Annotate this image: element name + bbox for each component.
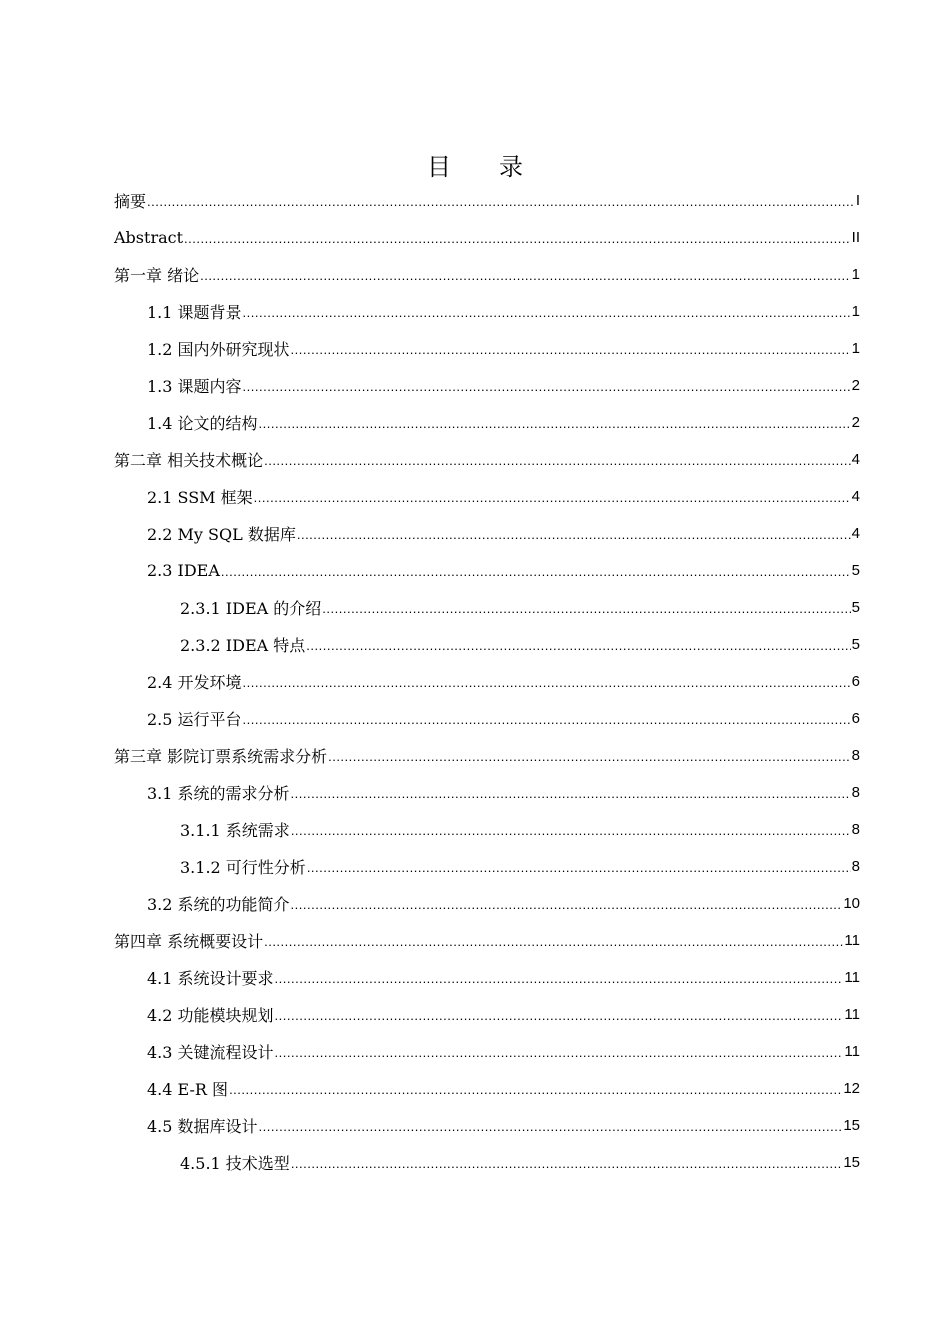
toc-page-number: 5 xyxy=(851,562,860,579)
toc-dot-leader xyxy=(254,488,851,506)
toc-entry-title: 2.3.2 IDEA 特点 xyxy=(180,636,306,655)
toc-entry-title: 3.1 系统的需求分析 xyxy=(147,784,290,803)
toc-entry-title: 摘要 xyxy=(114,192,147,211)
toc-page-number: 6 xyxy=(851,673,860,690)
toc-dot-leader xyxy=(221,562,851,580)
toc-title-char-2: 录 xyxy=(499,153,523,181)
toc-entry[interactable] xyxy=(114,367,860,404)
table-of-contents xyxy=(114,182,860,1181)
toc-dot-leader xyxy=(275,1043,844,1061)
toc-entry-title: 2.5 运行平台 xyxy=(147,710,242,729)
toc-entry-title: 2.1 SSM 框架 xyxy=(147,488,253,507)
toc-page-number: 4 xyxy=(851,451,860,468)
toc-entry[interactable] xyxy=(114,404,860,441)
toc-entry[interactable] xyxy=(114,256,860,293)
toc-entry-title: 2.3.1 IDEA 的介绍 xyxy=(180,599,322,618)
toc-dot-leader xyxy=(259,414,851,432)
toc-entry[interactable] xyxy=(114,1144,860,1181)
toc-page-number: II xyxy=(851,229,860,246)
toc-entry-title: 4.5 数据库设计 xyxy=(147,1117,258,1136)
toc-dot-leader xyxy=(243,710,851,728)
toc-page-number: 11 xyxy=(844,969,860,986)
toc-entry[interactable] xyxy=(114,219,860,256)
toc-page-number: 8 xyxy=(851,858,860,875)
toc-page-number: 6 xyxy=(851,710,860,727)
toc-dot-leader xyxy=(291,1154,843,1172)
toc-dot-leader xyxy=(275,969,844,987)
toc-page-number: 12 xyxy=(843,1080,860,1097)
toc-entry[interactable] xyxy=(114,626,860,663)
toc-entry-title: 2.4 开发环境 xyxy=(147,673,242,692)
toc-page-number: I xyxy=(855,192,860,209)
toc-dot-leader xyxy=(291,340,851,358)
toc-entry[interactable] xyxy=(114,478,860,515)
toc-entry[interactable] xyxy=(114,330,860,367)
toc-entry-title: 2.2 My SQL 数据库 xyxy=(147,525,296,544)
toc-dot-leader xyxy=(275,1006,844,1024)
toc-dot-leader xyxy=(307,858,851,876)
toc-dot-leader xyxy=(291,821,851,839)
toc-page-number: 4 xyxy=(851,488,860,505)
toc-entry[interactable] xyxy=(114,182,860,219)
toc-entry-title: 1.3 课题内容 xyxy=(147,377,242,396)
toc-page-number: 5 xyxy=(851,636,860,653)
toc-entry-title: 4.3 关键流程设计 xyxy=(147,1043,274,1062)
toc-entry[interactable] xyxy=(114,1107,860,1144)
toc-page-number: 1 xyxy=(851,266,860,283)
toc-dot-leader xyxy=(259,1117,843,1135)
toc-entry-title: 第二章 相关技术概论 xyxy=(114,451,264,470)
toc-page-number: 1 xyxy=(851,303,860,320)
toc-entry-title: 第四章 系统概要设计 xyxy=(114,932,264,951)
toc-entry[interactable] xyxy=(114,293,860,330)
toc-entry-title: 第一章 绪论 xyxy=(114,266,200,285)
toc-entry[interactable] xyxy=(114,552,860,589)
toc-dot-leader xyxy=(229,1080,842,1098)
toc-entry[interactable] xyxy=(114,848,860,885)
toc-entry-title: 1.4 论文的结构 xyxy=(147,414,258,433)
toc-entry[interactable] xyxy=(114,700,860,737)
toc-entry-title: Abstract xyxy=(114,228,184,247)
toc-page-number: 11 xyxy=(844,1043,860,1060)
toc-dot-leader xyxy=(291,784,851,802)
toc-entry[interactable] xyxy=(114,885,860,922)
toc-entry-title: 1.1 课题背景 xyxy=(147,303,242,322)
toc-page-number: 1 xyxy=(851,340,860,357)
toc-entry[interactable] xyxy=(114,1070,860,1107)
toc-entry-title: 4.1 系统设计要求 xyxy=(147,969,274,988)
toc-page-number: 2 xyxy=(851,377,860,394)
toc-dot-leader xyxy=(291,895,843,913)
toc-entry[interactable] xyxy=(114,959,860,996)
toc-entry[interactable] xyxy=(114,774,860,811)
toc-entry-title: 3.1.1 系统需求 xyxy=(180,821,290,840)
toc-entry[interactable] xyxy=(114,1033,860,1070)
toc-entry[interactable] xyxy=(114,737,860,774)
toc-dot-leader xyxy=(328,747,851,765)
toc-entry-title: 3.2 系统的功能简介 xyxy=(147,895,290,914)
toc-title xyxy=(0,147,950,182)
toc-entry[interactable] xyxy=(114,996,860,1033)
toc-dot-leader xyxy=(147,192,855,210)
toc-page-number: 8 xyxy=(851,821,860,838)
toc-dot-leader xyxy=(297,525,851,543)
toc-entry-title: 4.4 E-R 图 xyxy=(147,1080,229,1099)
toc-entry[interactable] xyxy=(114,663,860,700)
toc-page-number: 8 xyxy=(851,747,860,764)
toc-dot-leader xyxy=(264,451,851,469)
toc-entry[interactable] xyxy=(114,589,860,626)
toc-entry-title: 2.3 IDEA xyxy=(147,561,220,580)
toc-title-char-1: 目 xyxy=(427,153,451,181)
toc-page-number: 15 xyxy=(843,1154,860,1171)
toc-page-number: 10 xyxy=(843,895,860,912)
toc-dot-leader xyxy=(264,932,843,950)
toc-entry[interactable] xyxy=(114,922,860,959)
toc-dot-leader xyxy=(243,303,851,321)
toc-page-number: 5 xyxy=(851,599,860,616)
toc-dot-leader xyxy=(243,377,851,395)
toc-dot-leader xyxy=(243,673,851,691)
toc-page-number: 2 xyxy=(851,414,860,431)
toc-entry-title: 1.2 国内外研究现状 xyxy=(147,340,290,359)
toc-entry[interactable] xyxy=(114,441,860,478)
toc-entry-title: 4.5.1 技术选型 xyxy=(180,1154,290,1173)
toc-page-number: 11 xyxy=(844,1006,860,1023)
toc-entry-title: 3.1.2 可行性分析 xyxy=(180,858,306,877)
toc-page-number: 8 xyxy=(851,784,860,801)
toc-dot-leader xyxy=(184,229,851,247)
toc-page-number: 4 xyxy=(851,525,860,542)
toc-page-number: 15 xyxy=(843,1117,860,1134)
toc-entry[interactable] xyxy=(114,515,860,552)
toc-dot-leader xyxy=(306,636,850,654)
toc-dot-leader xyxy=(200,266,851,284)
toc-entry-title: 第三章 影院订票系统需求分析 xyxy=(114,747,328,766)
toc-dot-leader xyxy=(322,599,850,617)
toc-entry-title: 4.2 功能模块规划 xyxy=(147,1006,274,1025)
toc-entry[interactable] xyxy=(114,811,860,848)
toc-page-number: 11 xyxy=(844,932,860,949)
